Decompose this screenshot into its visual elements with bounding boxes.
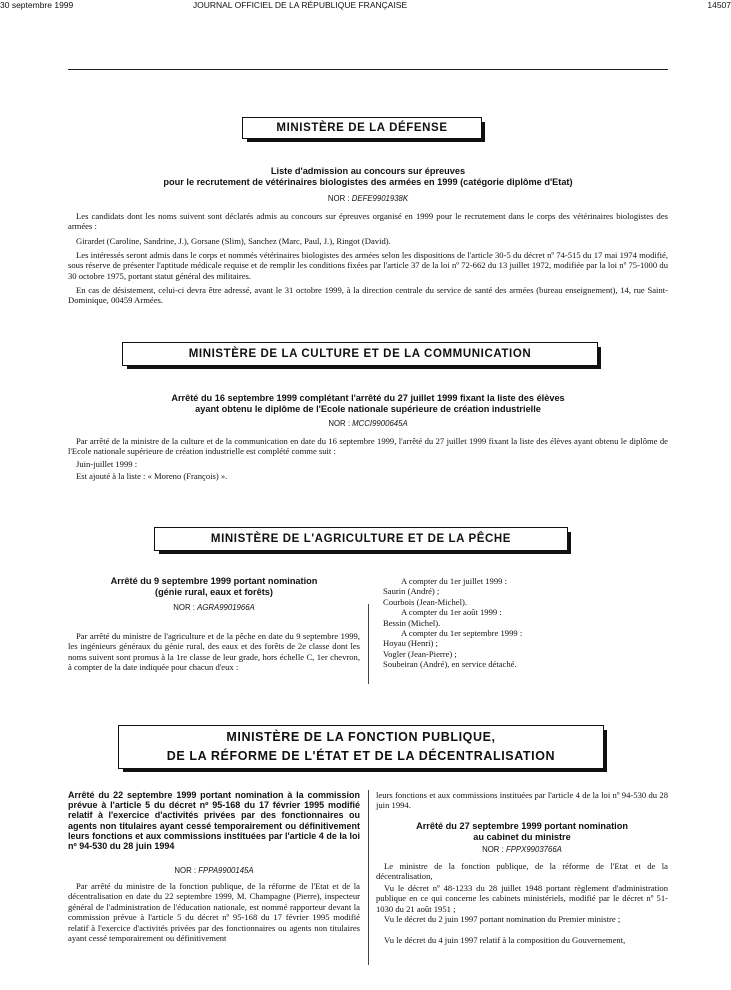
agriculture-decree-title-line-2: (génie rural, eaux et forêts) (155, 586, 273, 597)
decree-2-vu-3: Vu le décret du 4 juin 1997 relatif à la composition du Gouvernement, (384, 935, 626, 945)
nor-label: NOR : (327, 194, 350, 203)
running-header (0, 0, 731, 12)
promotion-date-july: A compter du 1er juillet 1999 : (401, 576, 507, 586)
defense-paragraph-1: Les candidats dont les noms suivent sont déclarés admis au concours sur épreuves organisé en 1999 pour le recrutement dans le corps des vétérinaires biologistes des armées : (68, 211, 668, 232)
column-divider (368, 790, 369, 965)
ministry-heading-public-service (118, 725, 604, 769)
defense-decree-title-line-2: pour le recrutement de vétérinaires biologistes des armées en 1999 (catégorie diplôme d'Etat) (163, 176, 573, 187)
agriculture-promotions-list (383, 576, 668, 670)
nor-code: FPPX9903766A (505, 845, 562, 854)
nor-label: NOR : (328, 419, 350, 428)
culture-decree-title-line-2: ayant obtenu le diplôme de l'Ecole nationale supérieure de création industrielle (195, 403, 541, 414)
culture-addition: Est ajouté à la liste : « Moreno (François) ». (76, 471, 228, 481)
decree-2-vu-1: Vu le décret nº 48-1233 du 28 juillet 1948 portant règlement d'administration publique en ce qui concerne les cabinets ministériels, modifié par le décret nº 51-1030 du 21 août 1951 ; (376, 883, 668, 914)
public-service-decree-1-nor (68, 866, 360, 875)
nor-code: DEFE9901938K (351, 194, 409, 203)
decree-2-title-line-2: au cabinet du ministre (473, 831, 571, 842)
decree-2-title-line-1: Arrêté du 27 septembre 1999 portant nomination (416, 821, 628, 831)
agriculture-paragraph-1: Par arrêté du ministre de l'agriculture et de la pêche en date du 9 septembre 1999, les ingénieurs généraux du génie rural, des eaux et des forêts de 2e classe dont les noms suivent sont promus à la 1re classe de leur grade, hors échelle C, 1er chevron, à compter de la date indiquée pour chacun d'eux : (68, 631, 360, 673)
promoted-name: Saurin (André) ; (383, 586, 440, 597)
promoted-name: Hoyau (Henri) ; (383, 638, 438, 649)
defense-paragraph-3: Les intéressés seront admis dans le corps et nommés vétérinaires biologistes des armées selon les dispositions de l'article 30-5 du décret nº 74-515 du 17 mai 1974 modifié, sous réserve de présenter l'aptitude médicale requise et de remplir les conditions fixées par l'article 37 de la loi nº 72-662 du 13 juillet 1972, modifiée par la loi nº 75-1000 du 30 octobre 1975, portant statut général des militaires. (68, 250, 668, 281)
ministry-heading-line-1: MINISTÈRE DE LA FONCTION PUBLIQUE, (226, 730, 496, 744)
nor-label: NOR : (173, 603, 195, 612)
defense-candidates-list: Girardet (Caroline, Sandrine, J.), Gorsane (Slim), Sanchez (Marc, Paul, J.), Ringot (David). (76, 236, 391, 246)
culture-nor (68, 419, 668, 428)
promoted-name: Courbois (Jean-Michel). (383, 596, 468, 607)
nor-code: FPPA9900145A (198, 866, 254, 875)
culture-period: Juin-juillet 1999 : (76, 459, 138, 469)
header-journal-title: JOURNAL OFFICIEL DE LA RÉPUBLIQUE FRANÇAISE (192, 0, 408, 10)
public-service-decree-1-title: Arrêté du 22 septembre 1999 portant nomination à la commission prévue à l'article 5 du décret nº 95-168 du 17 février 1995 modifié relatif à l'exercice d'activités privées par des fonctionnaires ou agents non titulaires ayant cessé temporairement ou définitivement leurs fonctions et aux commissions instituées par l'article 4 de la loi nº 94-530 du 28 juin 1994 (68, 790, 360, 852)
promotion-date-september: A compter du 1er septembre 1999 : (401, 628, 523, 639)
defense-nor (68, 194, 668, 203)
ministry-heading-agriculture: MINISTÈRE DE L'AGRICULTURE ET DE LA PÊCHE (154, 527, 568, 551)
culture-decree-title-line-1: Arrêté du 16 septembre 1999 complétant l'arrêté du 27 juillet 1999 fixant la liste des élèves (171, 393, 565, 403)
promoted-name: Vogler (Jean-Pierre) ; (383, 648, 457, 659)
public-service-decree-2-title (376, 821, 668, 842)
agriculture-decree-title (68, 576, 360, 597)
culture-paragraph-1: Par arrêté de la ministre de la culture et de la communication en date du 16 septembre 1999, l'arrêté du 27 juillet 1999 fixant la liste des élèves ayant obtenu le diplôme de l'Ecole nationale supérieure de création industrielle est complété comme suit : (68, 436, 668, 457)
agriculture-nor (68, 603, 360, 612)
public-service-decree-2-nor (376, 845, 668, 854)
promotion-date-august: A compter du 1er août 1999 : (401, 607, 502, 618)
promoted-name: Soubeiran (André), en service détaché. (383, 659, 517, 670)
public-service-decree-1-paragraph: Par arrêté du ministre de la fonction publique, de la réforme de l'Etat et de la décentralisation en date du 22 septembre 1999, M. Champagne (Pierre), inspecteur général de l'administration de l'éducation nationale, est nommé rapporteur devant la commission prévue à l'article 5 du décret nº 95-168 du 17 février 1995 modifié relatif à l'exercice d'activités privées par des fonctionnaires ou agents non titulaires ayant cessé temporairement ou définitivement (68, 881, 360, 944)
header-rule (68, 69, 668, 70)
defense-decree-title (68, 166, 668, 187)
agriculture-decree-title-line-1: Arrêté du 9 septembre 1999 portant nomination (110, 576, 318, 586)
ministry-heading-line-2: DE LA RÉFORME DE L'ÉTAT ET DE LA DÉCENTRALISATION (166, 749, 556, 763)
ministry-heading-culture: MINISTÈRE DE LA CULTURE ET DE LA COMMUNICATION (122, 342, 598, 366)
decree-2-preamble: Le ministre de la fonction publique, de la réforme de l'Etat et de la décentralisation, (376, 861, 668, 882)
decree-2-vu-2: Vu le décret du 2 juin 1997 portant nomination du Premier ministre ; (384, 914, 621, 924)
public-service-decree-1-continuation: leurs fonctions et aux commissions instituées par l'article 4 de la loi nº 94-530 du 28 juin 1994. (376, 790, 668, 811)
promoted-name: Bessin (Michel). (383, 617, 441, 628)
ministry-heading-defense: MINISTÈRE DE LA DÉFENSE (242, 117, 482, 139)
defense-decree-title-line-1: Liste d'admission au concours sur épreuves (270, 166, 466, 176)
nor-code: MCCI9900645A (352, 419, 408, 428)
nor-code: AGRA9901966A (197, 603, 255, 612)
header-page-number: 14507 (707, 0, 731, 10)
defense-paragraph-4: En cas de désistement, celui-ci devra être adressé, avant le 31 octobre 1999, à la direction centrale du service de santé des armées (bureau enseignement), 14, rue Saint-Dominique, 00459 Armées. (68, 285, 668, 306)
culture-decree-title (68, 393, 668, 414)
nor-label: NOR : (174, 866, 197, 875)
header-date: 30 septembre 1999 (0, 0, 74, 10)
nor-label: NOR : (482, 845, 504, 854)
